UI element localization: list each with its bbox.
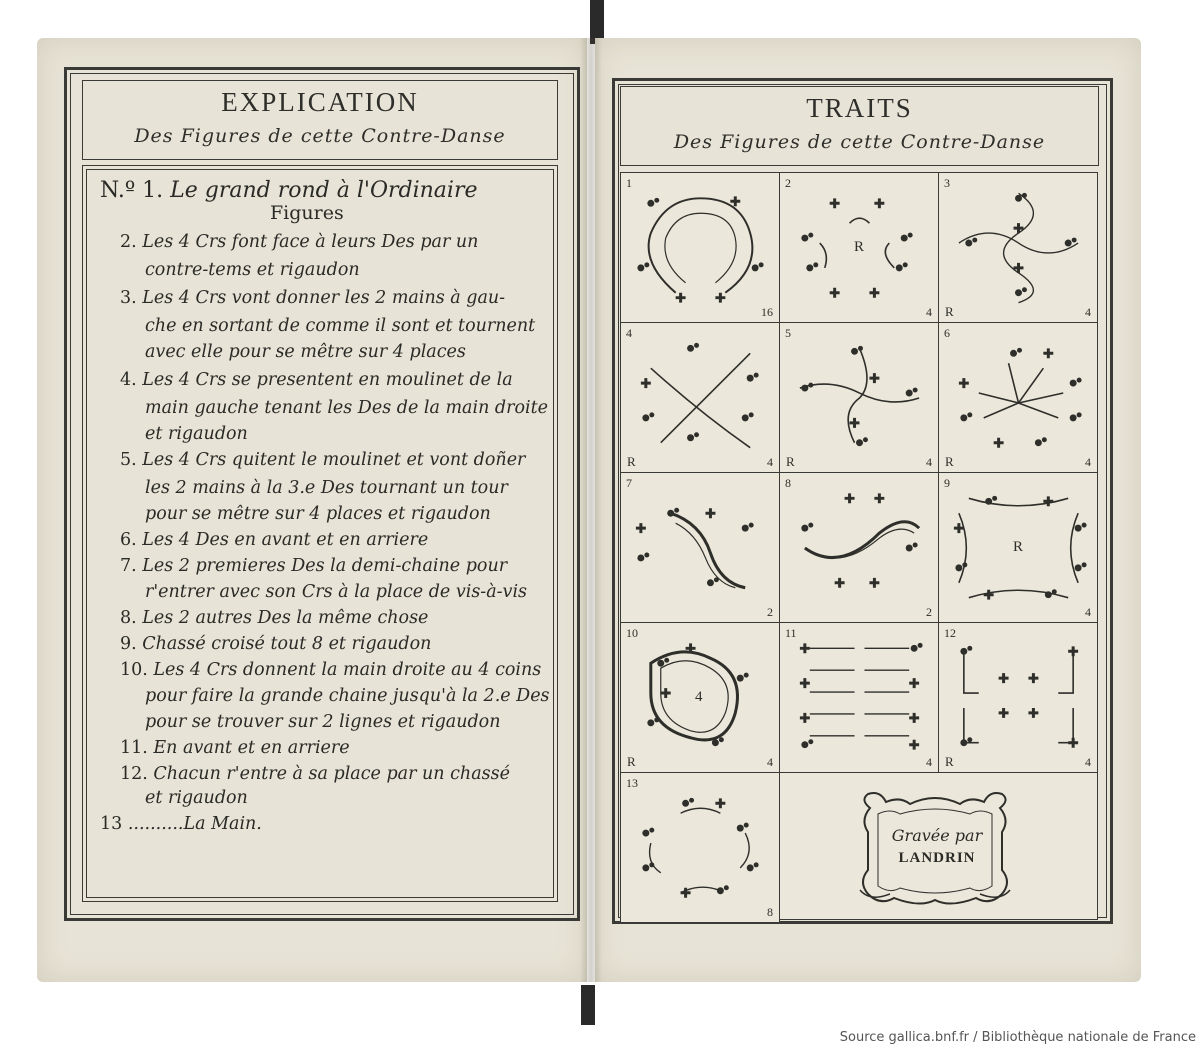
dancer-heart-icon <box>642 412 654 421</box>
figure-count: 4 <box>1085 305 1091 319</box>
engraver-cartouche <box>850 790 1020 910</box>
dancer-heart-icon <box>960 412 972 421</box>
explication-text: Figures <box>270 202 344 224</box>
explication-text: main gauche tenant les Des de la main droite <box>145 398 549 418</box>
right-title-box <box>620 86 1099 166</box>
explication-line <box>120 370 513 390</box>
dancer-heart-icon <box>742 523 754 532</box>
figure-r-mark: R <box>945 454 954 469</box>
figure-number: 8 <box>785 476 791 490</box>
figure-cell <box>779 322 939 473</box>
dance-path-line <box>740 833 749 868</box>
dance-path-line <box>815 529 914 558</box>
explication-line <box>100 178 477 203</box>
explication-number: 5. <box>120 450 143 470</box>
dancer-cross-icon <box>909 678 919 688</box>
dancer-heart-icon <box>801 233 813 242</box>
figure-r-mark: R <box>627 454 636 469</box>
dance-path-line <box>800 384 919 402</box>
bookmark-ribbon-bottom <box>581 985 595 1025</box>
explication-number: 2. <box>120 232 143 252</box>
dance-path-line <box>650 843 661 873</box>
dancer-heart-icon <box>682 798 694 807</box>
explication-text: Chassé croisé tout 8 et rigaudon <box>142 634 432 654</box>
dancer-cross-icon <box>999 673 1009 683</box>
explication-line <box>145 504 491 524</box>
dance-path-line <box>671 513 746 588</box>
figure-number: 3 <box>944 176 950 190</box>
figure-cell <box>938 622 1098 773</box>
dancer-heart-icon <box>896 262 908 271</box>
figure-number: 2 <box>785 176 791 190</box>
explication-number: N.º 1. <box>100 178 171 203</box>
dancer-cross-icon <box>909 740 919 750</box>
explication-number: 13 <box>100 814 128 834</box>
figure-cell <box>938 172 1098 323</box>
figure-cell <box>938 472 1098 623</box>
dancer-heart-icon <box>637 262 649 271</box>
dancer-cross-icon <box>869 288 879 298</box>
explication-line <box>100 814 262 834</box>
figure-number: 7 <box>626 476 632 490</box>
figure-count: 4 <box>1085 605 1091 619</box>
dance-path-line <box>1004 193 1034 302</box>
dance-path-line <box>964 708 979 743</box>
figure-cell <box>620 472 780 623</box>
dancer-heart-icon <box>647 198 659 207</box>
dancer-cross-icon <box>715 798 725 808</box>
explication-number: 3. <box>120 288 143 308</box>
dancer-heart-icon <box>637 552 649 561</box>
figure-number: 13 <box>626 776 638 790</box>
dancer-heart-icon <box>856 437 868 446</box>
figure-count: 4 <box>1085 755 1091 769</box>
dancer-cross-icon <box>661 688 671 698</box>
dancer-heart-icon <box>1015 193 1027 202</box>
dancer-heart-icon <box>747 373 759 382</box>
dancer-heart-icon <box>737 823 749 832</box>
dancer-heart-icon <box>960 737 972 746</box>
figure-center-label: 4 <box>695 689 703 705</box>
dance-path-line <box>1058 708 1073 743</box>
explication-text: Les 4 Des en avant et en arriere <box>142 530 429 550</box>
dancer-heart-icon <box>1075 523 1087 532</box>
explication-text: ..........La Main. <box>127 814 262 834</box>
explication-line <box>270 202 344 224</box>
dancer-heart-icon <box>906 543 918 552</box>
dancer-heart-icon <box>1015 287 1027 296</box>
dancer-heart-icon <box>647 717 659 726</box>
dancer-heart-icon <box>806 262 818 271</box>
figure-count: 4 <box>926 455 932 469</box>
dancer-heart-icon <box>642 862 654 871</box>
explication-text: Les 4 Crs quitent le moulinet et vont doñer <box>142 450 526 470</box>
explication-text: et rigaudon <box>145 424 248 444</box>
dancer-heart-icon <box>960 646 972 655</box>
dance-path-line <box>1071 513 1078 583</box>
figure-r-mark: R <box>945 304 954 319</box>
dance-path-line <box>820 243 827 268</box>
dancer-cross-icon <box>999 708 1009 718</box>
dancer-cross-icon <box>705 508 715 518</box>
explication-number: 12. <box>120 764 154 784</box>
explication-line <box>145 342 466 362</box>
explication-text: pour faire la grande chaine jusqu'à la 2.e Des <box>145 686 550 706</box>
figure-count: 16 <box>761 305 773 319</box>
figure-diagram <box>780 323 939 473</box>
dancer-heart-icon <box>1070 412 1082 421</box>
explication-line <box>120 608 428 628</box>
explication-text: pour se mêtre sur 4 places et rigaudon <box>145 504 491 524</box>
explication-line <box>145 788 248 808</box>
dancer-heart-icon <box>687 343 699 352</box>
dance-path-line <box>649 198 753 292</box>
dancer-cross-icon <box>730 196 740 206</box>
cartouche-engraved-by: Gravée par <box>891 826 983 845</box>
figure-cell <box>938 322 1098 473</box>
dancer-heart-icon <box>955 562 967 571</box>
dancer-cross-icon <box>994 438 1004 448</box>
explication-line <box>145 478 508 498</box>
explication-text: Les 4 Crs se presentent en moulinet de la <box>142 370 513 390</box>
figure-number: 1 <box>626 176 632 190</box>
figure-number: 9 <box>944 476 950 490</box>
dancer-cross-icon <box>1014 223 1024 233</box>
dancer-heart-icon <box>1075 562 1087 571</box>
left-page-subtitle: Des Figures de cette Contre-Danse <box>134 125 506 147</box>
dance-path-line <box>651 368 750 448</box>
dance-path-line <box>959 233 1078 253</box>
explication-text: et rigaudon <box>145 788 248 808</box>
explication-line <box>145 582 527 602</box>
dancer-cross-icon <box>869 578 879 588</box>
figure-r-mark: R <box>627 754 636 769</box>
explication-text: pour se trouver sur 2 lignes et rigaudon <box>145 712 501 732</box>
figure-count: 4 <box>1085 455 1091 469</box>
explication-text: Les 4 Crs donnent la main droite au 4 coins <box>153 660 542 680</box>
explication-line <box>120 634 431 654</box>
explication-number: 7. <box>120 556 143 576</box>
explication-line <box>120 530 428 550</box>
dancer-cross-icon <box>800 713 810 723</box>
dancer-cross-icon <box>959 378 969 388</box>
explication-line <box>120 738 350 758</box>
dancer-heart-icon <box>801 523 813 532</box>
figure-diagram <box>939 173 1098 323</box>
figure-cell <box>779 172 939 323</box>
explication-number: 8. <box>120 608 143 628</box>
dancer-heart-icon <box>1010 348 1022 357</box>
figure-cell <box>620 172 780 323</box>
figure-number: 6 <box>944 326 950 340</box>
figure-count: 2 <box>767 605 773 619</box>
figure-number: 5 <box>785 326 791 340</box>
explication-line <box>145 712 501 732</box>
dance-path-line <box>1058 653 1073 693</box>
explication-text: Les 4 Crs font face à leurs Des par un <box>142 232 479 252</box>
explication-line <box>120 450 525 470</box>
explication-line <box>120 232 478 252</box>
dancer-heart-icon <box>901 233 913 242</box>
figure-center-label: R <box>854 239 865 255</box>
dancer-heart-icon <box>801 739 813 748</box>
dancer-heart-icon <box>747 862 759 871</box>
dancer-heart-icon <box>737 673 749 682</box>
dancer-cross-icon <box>984 590 994 600</box>
dancer-cross-icon <box>845 493 855 503</box>
figure-r-mark: R <box>945 754 954 769</box>
explication-number: 9. <box>120 634 143 654</box>
dancer-heart-icon <box>906 388 918 397</box>
explication-number: 6. <box>120 530 143 550</box>
figure-count: 4 <box>767 755 773 769</box>
explication-line <box>145 316 535 336</box>
book-gutter <box>580 38 602 982</box>
figure-number: 4 <box>626 326 632 340</box>
dancer-cross-icon <box>800 678 810 688</box>
figure-diagram <box>621 773 780 923</box>
dancer-heart-icon <box>707 577 719 586</box>
figure-count: 8 <box>767 905 773 919</box>
dance-path-line <box>665 213 736 283</box>
explication-line <box>120 660 541 680</box>
explication-line <box>120 556 507 576</box>
dancer-cross-icon <box>641 378 651 388</box>
dancer-cross-icon <box>874 493 884 503</box>
dancer-cross-icon <box>715 293 725 303</box>
dancer-cross-icon <box>830 288 840 298</box>
dancer-cross-icon <box>1043 496 1053 506</box>
dancer-heart-icon <box>717 885 729 894</box>
explication-number: 11. <box>120 738 154 758</box>
explication-line <box>120 288 505 308</box>
figure-diagram <box>780 473 939 623</box>
figure-number: 11 <box>785 626 797 640</box>
right-page-title: TRAITS <box>806 93 913 123</box>
explication-text: r'entrer avec son Crs à la place de vis-à-vis <box>145 582 528 602</box>
dancer-cross-icon <box>676 293 686 303</box>
figure-count: 2 <box>926 605 932 619</box>
figure-count: 4 <box>926 755 932 769</box>
dance-path-line <box>885 243 894 268</box>
explication-line <box>145 260 360 280</box>
dancer-cross-icon <box>1014 263 1024 273</box>
dancer-heart-icon <box>642 828 654 837</box>
dance-path-line <box>979 363 1063 418</box>
dancer-heart-icon <box>801 383 813 392</box>
figure-diagram <box>621 173 780 323</box>
dancer-heart-icon <box>752 262 764 271</box>
dancer-cross-icon <box>909 713 919 723</box>
figure-diagram <box>780 623 939 773</box>
explication-text: che en sortant de comme il sont et tournent <box>145 316 536 336</box>
explication-text: Les 4 Crs vont donner les 2 mains à gau- <box>142 288 506 308</box>
explication-text: les 2 mains à la 3.e Des tournant un tour <box>145 478 508 498</box>
dance-path-line <box>661 353 750 442</box>
explication-text: Chacun r'entre à sa place par un chassé <box>153 764 510 784</box>
figure-cell <box>779 622 939 773</box>
dancer-cross-icon <box>869 373 879 383</box>
figure-number: 12 <box>944 626 956 640</box>
cartouche-engraver-name: LANDRIN <box>898 850 976 866</box>
left-page-title: EXPLICATION <box>221 87 419 117</box>
dancer-cross-icon <box>800 643 810 653</box>
explication-text: Les 2 autres Des la même chose <box>142 608 429 628</box>
explication-text: Le grand rond à l'Ordinaire <box>170 178 478 203</box>
dancer-cross-icon <box>1068 646 1078 656</box>
explication-number: 10. <box>120 660 154 680</box>
figure-diagram <box>621 473 780 623</box>
dancer-cross-icon <box>1068 738 1078 748</box>
figure-number: 10 <box>626 626 638 640</box>
figure-count: 4 <box>767 455 773 469</box>
explication-text: contre-tems et rigaudon <box>145 260 360 280</box>
explication-line <box>145 686 550 706</box>
dancer-heart-icon <box>742 412 754 421</box>
dance-path-line <box>850 218 870 223</box>
dancer-cross-icon <box>850 418 860 428</box>
dancer-cross-icon <box>835 578 845 588</box>
figure-diagram <box>939 323 1098 473</box>
figure-cell <box>620 772 780 923</box>
dancer-cross-icon <box>1028 673 1038 683</box>
explication-line <box>145 424 248 444</box>
figure-diagram <box>939 623 1098 773</box>
dance-path-line <box>805 522 919 558</box>
dancer-heart-icon <box>1045 589 1057 598</box>
explication-line <box>145 398 548 418</box>
figure-center-label: R <box>1013 539 1024 555</box>
explication-number: 4. <box>120 370 143 390</box>
dancer-heart-icon <box>1070 378 1082 387</box>
dance-path-line <box>681 808 721 813</box>
explication-text: Les 2 premieres Des la demi-chaine pour <box>142 556 508 576</box>
dancer-cross-icon <box>830 198 840 208</box>
explication-line <box>120 764 510 784</box>
left-title-box <box>82 80 558 160</box>
dancer-heart-icon <box>911 643 923 652</box>
figure-r-mark: R <box>786 454 795 469</box>
right-page-subtitle: Des Figures de cette Contre-Danse <box>673 131 1046 153</box>
figure-count: 4 <box>926 305 932 319</box>
dancer-cross-icon <box>1028 708 1038 718</box>
explication-text: avec elle pour se mêtre sur 4 places <box>145 342 466 362</box>
explication-text: En avant et en arriere <box>153 738 350 758</box>
figure-diagram <box>621 323 780 473</box>
source-credit: Source gallica.bnf.fr / Bibliothèque nationale de France <box>839 1030 1196 1045</box>
figure-cell <box>620 622 780 773</box>
dancer-heart-icon <box>687 432 699 441</box>
dancer-heart-icon <box>1035 437 1047 446</box>
figure-cell <box>779 472 939 623</box>
figure-cell <box>620 322 780 473</box>
dancer-cross-icon <box>1043 348 1053 358</box>
dance-path-line <box>964 653 979 693</box>
dancer-cross-icon <box>636 523 646 533</box>
dancer-cross-icon <box>874 198 884 208</box>
